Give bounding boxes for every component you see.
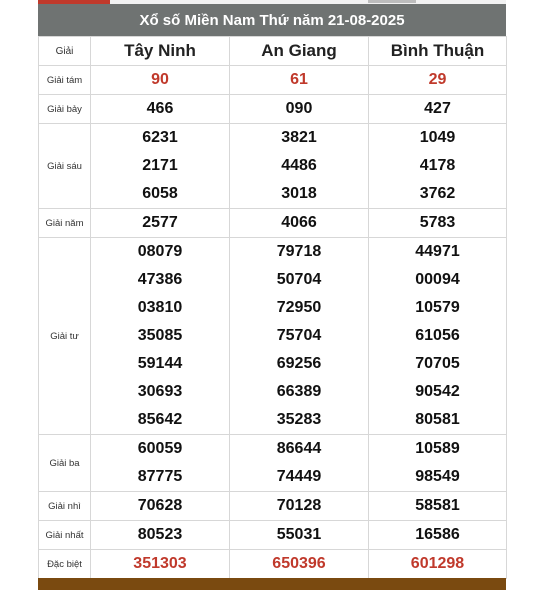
prize-number: 10589 [415,440,460,457]
prize-number: 86644 [276,440,322,457]
prize-number: 66389 [276,383,322,400]
prize-number: 00094 [415,271,460,288]
prize-name: Giải bảy [39,95,91,124]
prize-cell [230,521,369,550]
prize-number: 3018 [281,185,317,202]
prize-number: 72950 [276,299,322,316]
prize-number: 090 [285,100,313,117]
prize-name: Giải nhất [39,521,91,550]
prize-row [39,238,507,435]
prize-number: 59144 [137,355,183,372]
prize-number: 50704 [276,271,322,288]
prize-cell [230,492,369,521]
prize-name: Giải tám [39,66,91,95]
prize-row [39,435,507,492]
prize-number: 70128 [276,497,322,514]
prize-number: 79718 [276,243,322,260]
prize-cell [91,550,230,579]
prize-number: 98549 [415,468,460,485]
prize-number: 4066 [281,214,317,231]
results-title: Xổ số Miền Nam Thứ năm 21-08-2025 [38,4,506,36]
prize-name: Giải năm [39,209,91,238]
prize-number: 29 [428,71,447,88]
prize-row [39,124,507,209]
prize-cell [369,209,507,238]
province-header-binh-thuan: Bình Thuận [369,37,507,66]
prize-cell [369,238,507,435]
prize-cell [91,492,230,521]
prize-name: Giải sáu [39,124,91,209]
prize-number: 55031 [276,526,322,543]
prize-number: 4486 [281,157,317,174]
prize-number: 16586 [415,526,460,543]
prize-number: 650396 [272,555,326,572]
prize-row [39,550,507,579]
prize-number: 30693 [137,383,183,400]
prize-number: 44971 [415,243,460,260]
prize-number: 3762 [419,185,456,202]
prize-number: 466 [146,100,174,117]
prize-cell [369,66,507,95]
prize-cell [369,550,507,579]
prize-cell [91,238,230,435]
prize-cell [369,95,507,124]
prize-number: 6058 [142,185,178,202]
prize-name: Đặc biệt [39,550,91,579]
prize-number: 70628 [137,497,183,514]
prize-number: 2577 [142,214,178,231]
prize-number: 70705 [415,355,460,372]
prize-row [39,521,507,550]
prize-cell [369,124,507,209]
prize-number: 2171 [142,157,178,174]
prize-number: 85642 [137,411,183,428]
prize-cell [230,238,369,435]
prize-row [39,492,507,521]
prize-number: 61 [290,71,308,88]
prize-number: 1049 [419,129,456,146]
prize-cell [369,435,507,492]
prize-number: 87775 [137,468,183,485]
prize-number: 47386 [137,271,183,288]
footer-bar [38,578,506,590]
prize-number: 58581 [415,497,460,514]
prize-number: 6231 [142,129,178,146]
prize-number: 351303 [133,555,187,572]
prize-cell [230,66,369,95]
prize-cell [91,435,230,492]
prize-number: 90542 [415,383,460,400]
prize-name: Giải tư [39,238,91,435]
prize-number: 427 [424,100,451,117]
province-header-tay-ninh: Tây Ninh [91,37,230,66]
prize-cell [230,435,369,492]
prize-number: 74449 [276,468,322,485]
prize-number: 35085 [137,327,183,344]
prize-name: Giải nhì [39,492,91,521]
prize-cell [230,124,369,209]
top-accent-gray [368,0,416,3]
prize-name: Giải ba [39,435,91,492]
prize-cell [230,209,369,238]
prize-number: 61056 [415,327,460,344]
prize-cell [91,209,230,238]
prize-number: 80523 [137,526,183,543]
prize-number: 69256 [276,355,322,372]
prize-cell [369,521,507,550]
prize-number: 4178 [419,157,456,174]
prize-number: 3821 [281,129,317,146]
prize-number: 03810 [137,299,183,316]
prize-cell [230,95,369,124]
prize-cell [91,95,230,124]
results-table [38,36,507,579]
header-row [39,37,507,66]
prize-number: 08079 [137,243,183,260]
prize-number: 10579 [415,299,460,316]
prize-cell [91,521,230,550]
prize-number: 90 [151,71,169,88]
province-header-an-giang: An Giang [230,37,369,66]
prize-number: 5783 [419,214,456,231]
prize-cell [369,492,507,521]
prize-number: 80581 [415,411,460,428]
prize-column-header: Giải [39,37,91,66]
prize-row [39,66,507,95]
prize-row [39,95,507,124]
prize-cell [91,124,230,209]
prize-row [39,209,507,238]
prize-cell [230,550,369,579]
prize-number: 601298 [410,555,465,572]
prize-number: 35283 [276,411,322,428]
prize-number: 60059 [137,440,183,457]
prize-number: 75704 [276,327,322,344]
prize-cell [91,66,230,95]
